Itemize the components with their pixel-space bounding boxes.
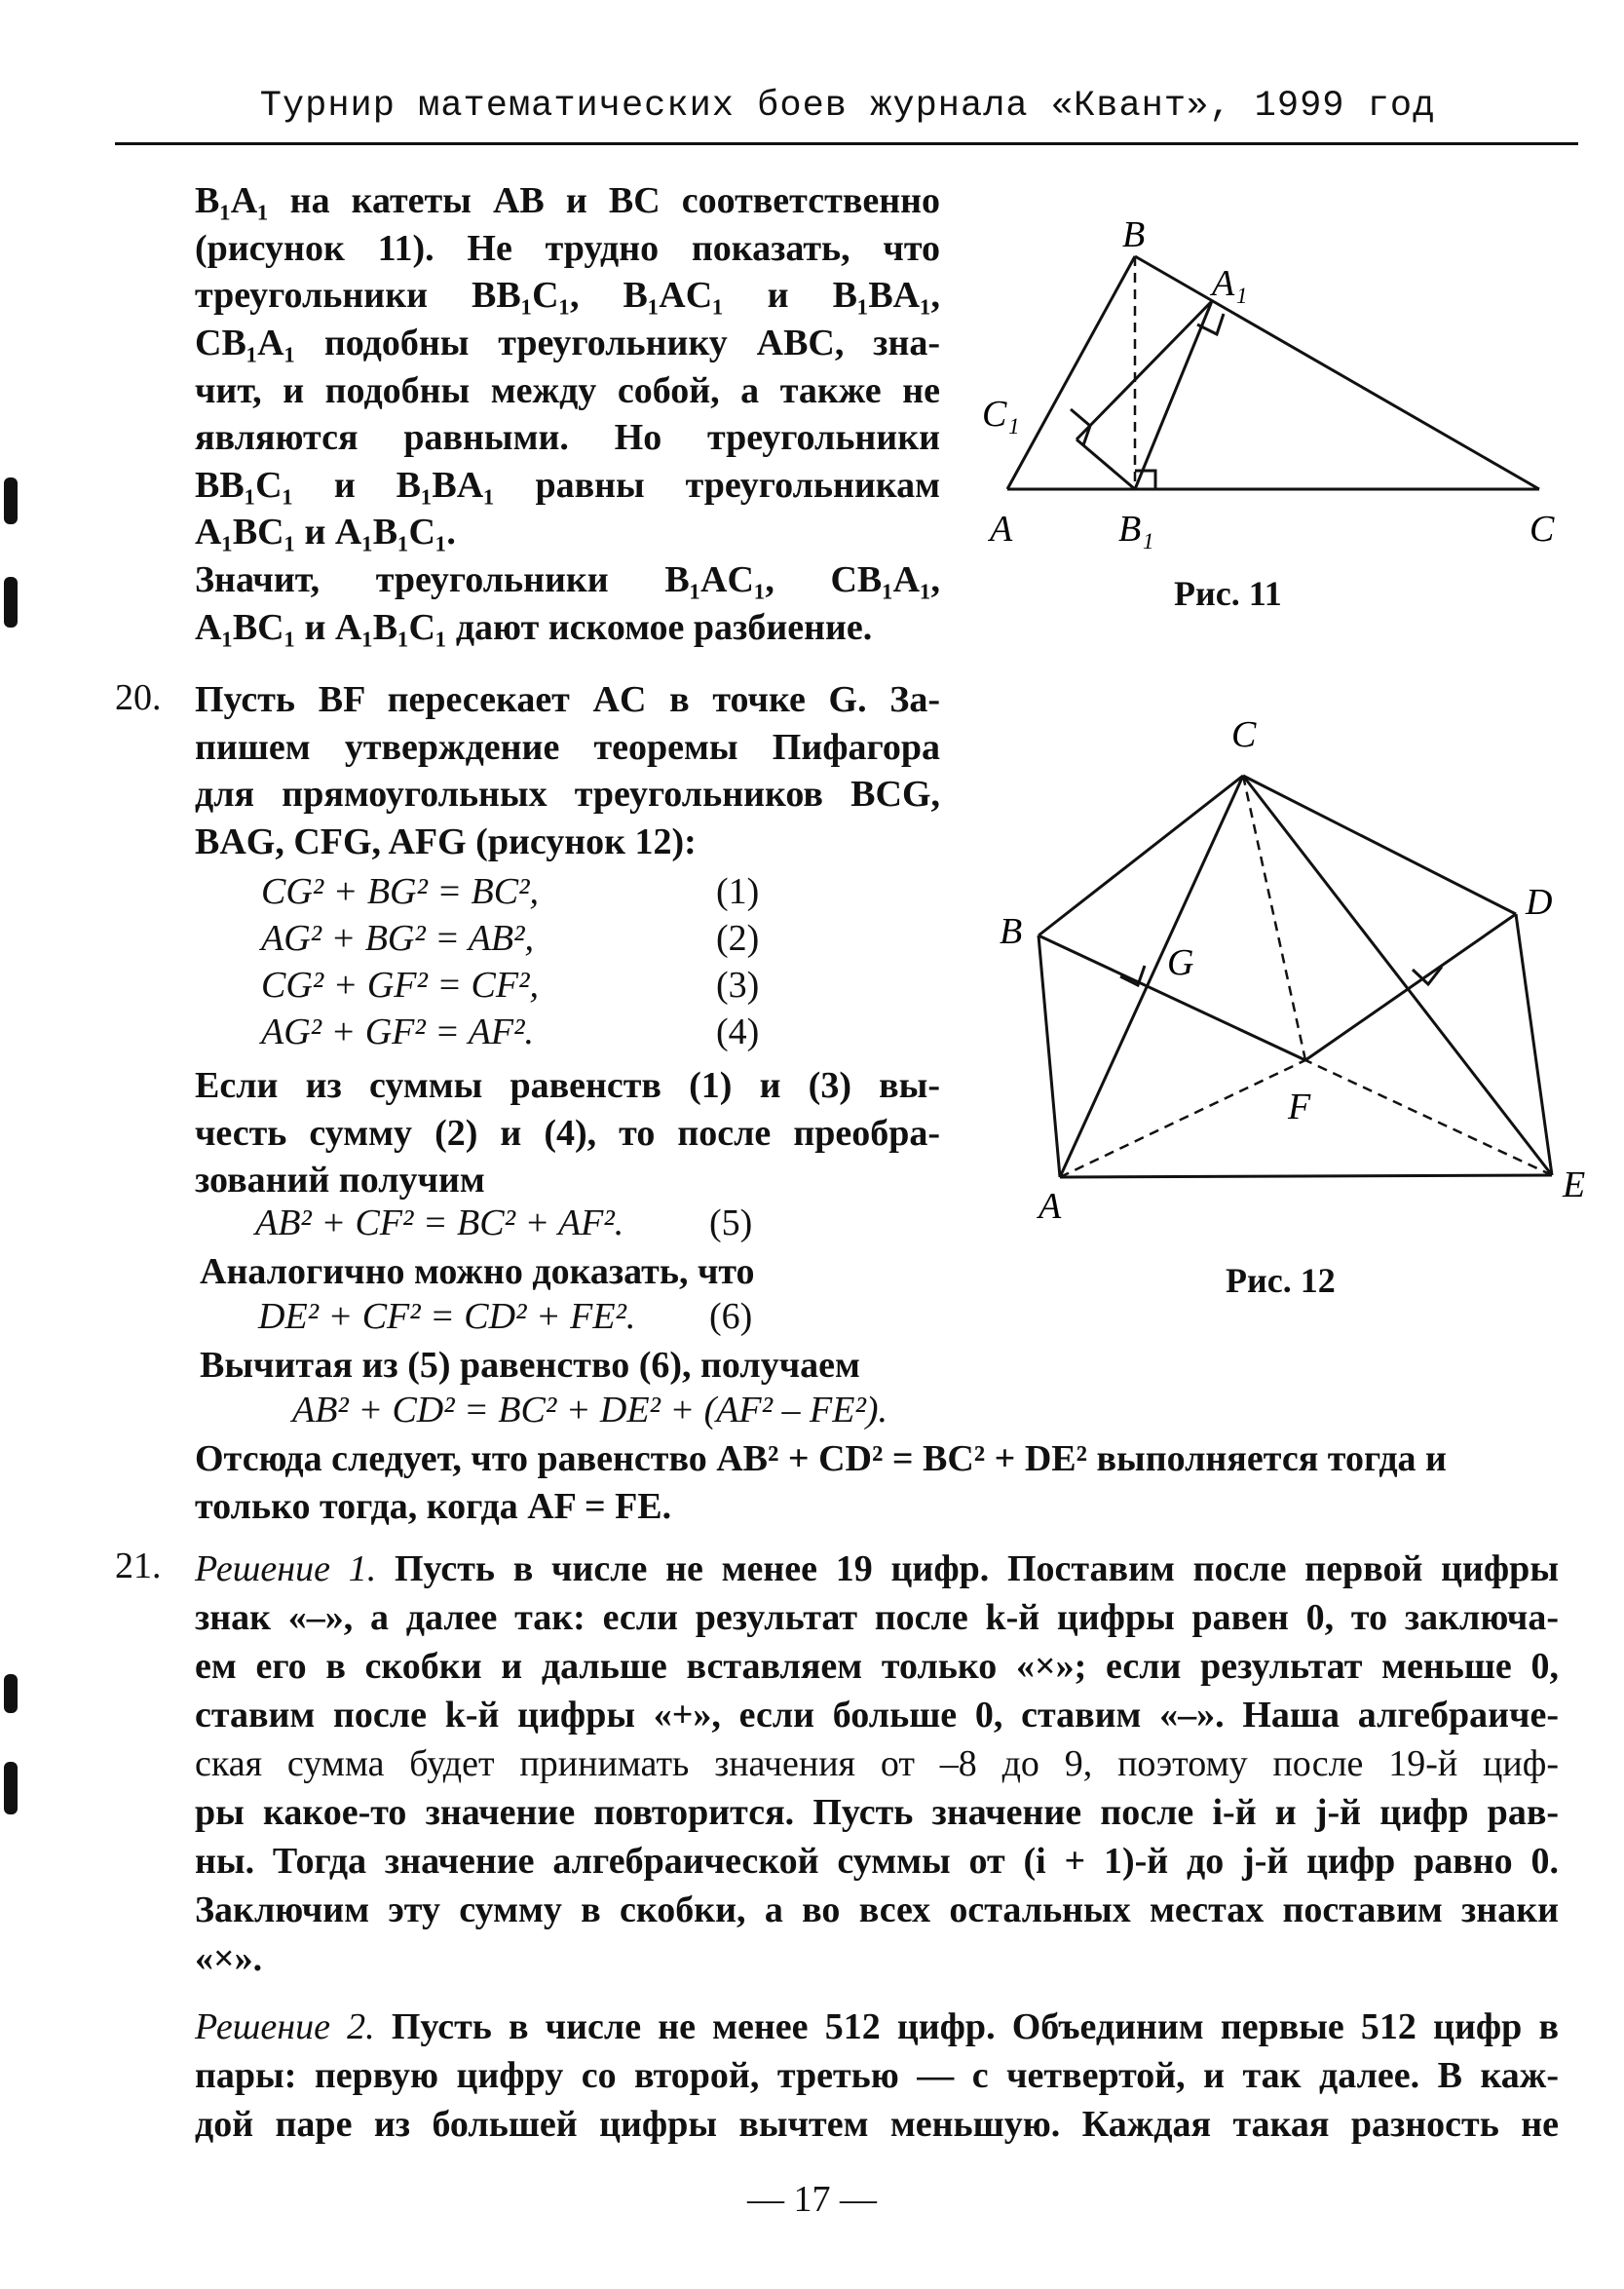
text-line: дой паре из большей цифры вычтем меньшую. Каждая такая разность не [195,2104,1559,2145]
text-line: Если из суммы равенств (1) и (3) вы- [195,1065,940,1106]
equation-5: AB² + CF² = BC² + AF². [255,1202,624,1243]
equation-2: AG² + BG² = AB², [261,918,535,959]
fig12-label-F: F [1288,1087,1311,1127]
text-line: Заключим эту сумму в скобки, а во всех остальных местах поставим знаки [195,1889,1559,1930]
problem-20-middle [195,1062,940,1204]
text-line: только тогда, когда AF = FE. [195,1485,672,1527]
text-line: B₁A₁ на катеты AB и BC соответственно [195,180,940,221]
problem-20-analog: Аналогично можно доказать, что [200,1251,755,1292]
problem-21-solution-2 [195,2003,1559,2149]
text-line: «×». [195,1938,263,1979]
text-line: ны. Тогда значение алгебраической суммы от (i + 1)-й до j-й цифр равно 0. [195,1841,1559,1882]
text-line: пишем утверждение теоремы Пифагора [195,726,940,768]
equation-1: CG² + BG² = BC², [261,871,539,912]
problem-20-number: 20. [115,677,162,718]
problem-20-subtract: Вычитая из (5) равенство (6), получаем [200,1345,860,1386]
binding-mark [4,1674,18,1713]
text-line [195,1545,1559,1593]
text-line: ем его в скобки и дальше вставляем только «×»; если результат меньше 0, [195,1646,1559,1687]
fig12-label-D: D [1526,882,1553,923]
text-line: пары: первую цифру со второй, третью — с четвертой, и так далее. В каж- [195,2055,1559,2096]
equation-1-number: (1) [716,871,760,912]
fig11-label-A: A [990,509,1013,550]
equation-3: CG² + GF² = CF², [261,965,539,1006]
figure-12 [974,702,1598,1228]
fig11-label-C: C [1530,509,1555,550]
text-line: Значит, треугольники B₁AC₁, CB₁A₁, [195,559,940,600]
text-line: (рисунок 11). Не трудно показать, что [195,227,940,269]
text-line: ры какое-то значение повторится. Пусть значение после i-й и j-й цифр рав- [195,1792,1559,1833]
page-number: — 17 — [747,2179,877,2220]
equation-3-number: (3) [716,965,760,1006]
text-line: Отсюда следует, что равенство AB² + CD² = BC² + DE² выполняется тогда и [195,1438,1447,1479]
problem-20-conclusion [195,1435,1559,1530]
running-header: Турнир математических боев журнала «Квант», 1999 год [259,86,1436,127]
fig12-label-G: G [1167,942,1194,983]
text-span: Пусть в числе не менее 512 цифр. Объединим первые 512 цифр в [391,2006,1559,2047]
fig12-label-A: A [1039,1186,1062,1227]
binding-mark [4,577,18,628]
binding-mark [4,1762,18,1814]
equation-5-number: (5) [709,1202,753,1243]
text-line: ская сумма будет принимать значения от –8 до 9, поэтому после 19-й циф- [195,1743,1559,1784]
text-line: для прямоугольных треугольников BCG, [195,774,940,816]
equation-2-number: (2) [716,918,760,959]
fig12-label-C: C [1231,714,1257,755]
text-line: CB₁A₁ подобны треугольнику ABC, зна- [195,322,940,363]
fig11-label-A1: A₁ [1212,263,1248,304]
text-line: честь сумму (2) и (4), то после преобра- [195,1112,940,1154]
text-line [195,2003,1559,2051]
problem-19-text [195,177,940,651]
equation-6-number: (6) [709,1296,753,1337]
solution-2-title: Решение 2. [195,2006,375,2047]
fig11-label-B: B [1122,214,1146,255]
figure-11 [964,210,1588,560]
text-line: чит, и подобны между собой, а также не [195,369,940,411]
text-line: треугольники BB₁C₁, B₁AC₁ и B₁BA₁, [195,275,940,317]
text-line: зований получим [195,1160,485,1202]
equation-4-number: (4) [716,1011,760,1052]
header-rule [115,142,1578,145]
figure-11-caption: Рис. 11 [1174,574,1282,613]
equation-6: DE² + CF² = CD² + FE². [258,1296,636,1337]
fig11-label-C1: C₁ [982,394,1020,435]
text-line: являются равными. Но треугольники [195,417,940,459]
text-line: BB₁C₁ и B₁BA₁ равны треугольникам [195,464,940,506]
problem-20-intro [195,676,940,866]
fig12-label-E: E [1563,1164,1586,1205]
fig11-label-B1: B₁ [1118,509,1154,550]
binding-mark [4,477,18,524]
text-line: знак «–», а далее так: если результат после k-й цифры равен 0, то заключа- [195,1597,1559,1638]
text-line: BAG, CFG, AFG (рисунок 12): [195,820,697,862]
text-span: Пусть в числе не менее 19 цифр. Поставим после первой цифры [394,1548,1559,1589]
problem-21-solution-1 [195,1545,1559,1983]
text-line: ставим после k-й цифры «+», если больше 0, ставим «–». Наша алгебраиче- [195,1695,1559,1736]
text-line: Пусть BF пересекает AC в точке G. За- [195,679,940,720]
figure-12-caption: Рис. 12 [1226,1261,1336,1300]
text-line: A₁BC₁ и A₁B₁C₁. [195,512,456,553]
text-line: A₁BC₁ и A₁B₁C₁ дают искомое разбиение. [195,606,873,648]
equation-4: AG² + GF² = AF². [261,1011,535,1052]
fig12-label-B: B [1000,911,1023,952]
solution-1-title: Решение 1. [195,1548,377,1589]
problem-21-number: 21. [115,1545,162,1586]
equation-7: AB² + CD² = BC² + DE² + (AF² – FE²). [292,1390,888,1431]
